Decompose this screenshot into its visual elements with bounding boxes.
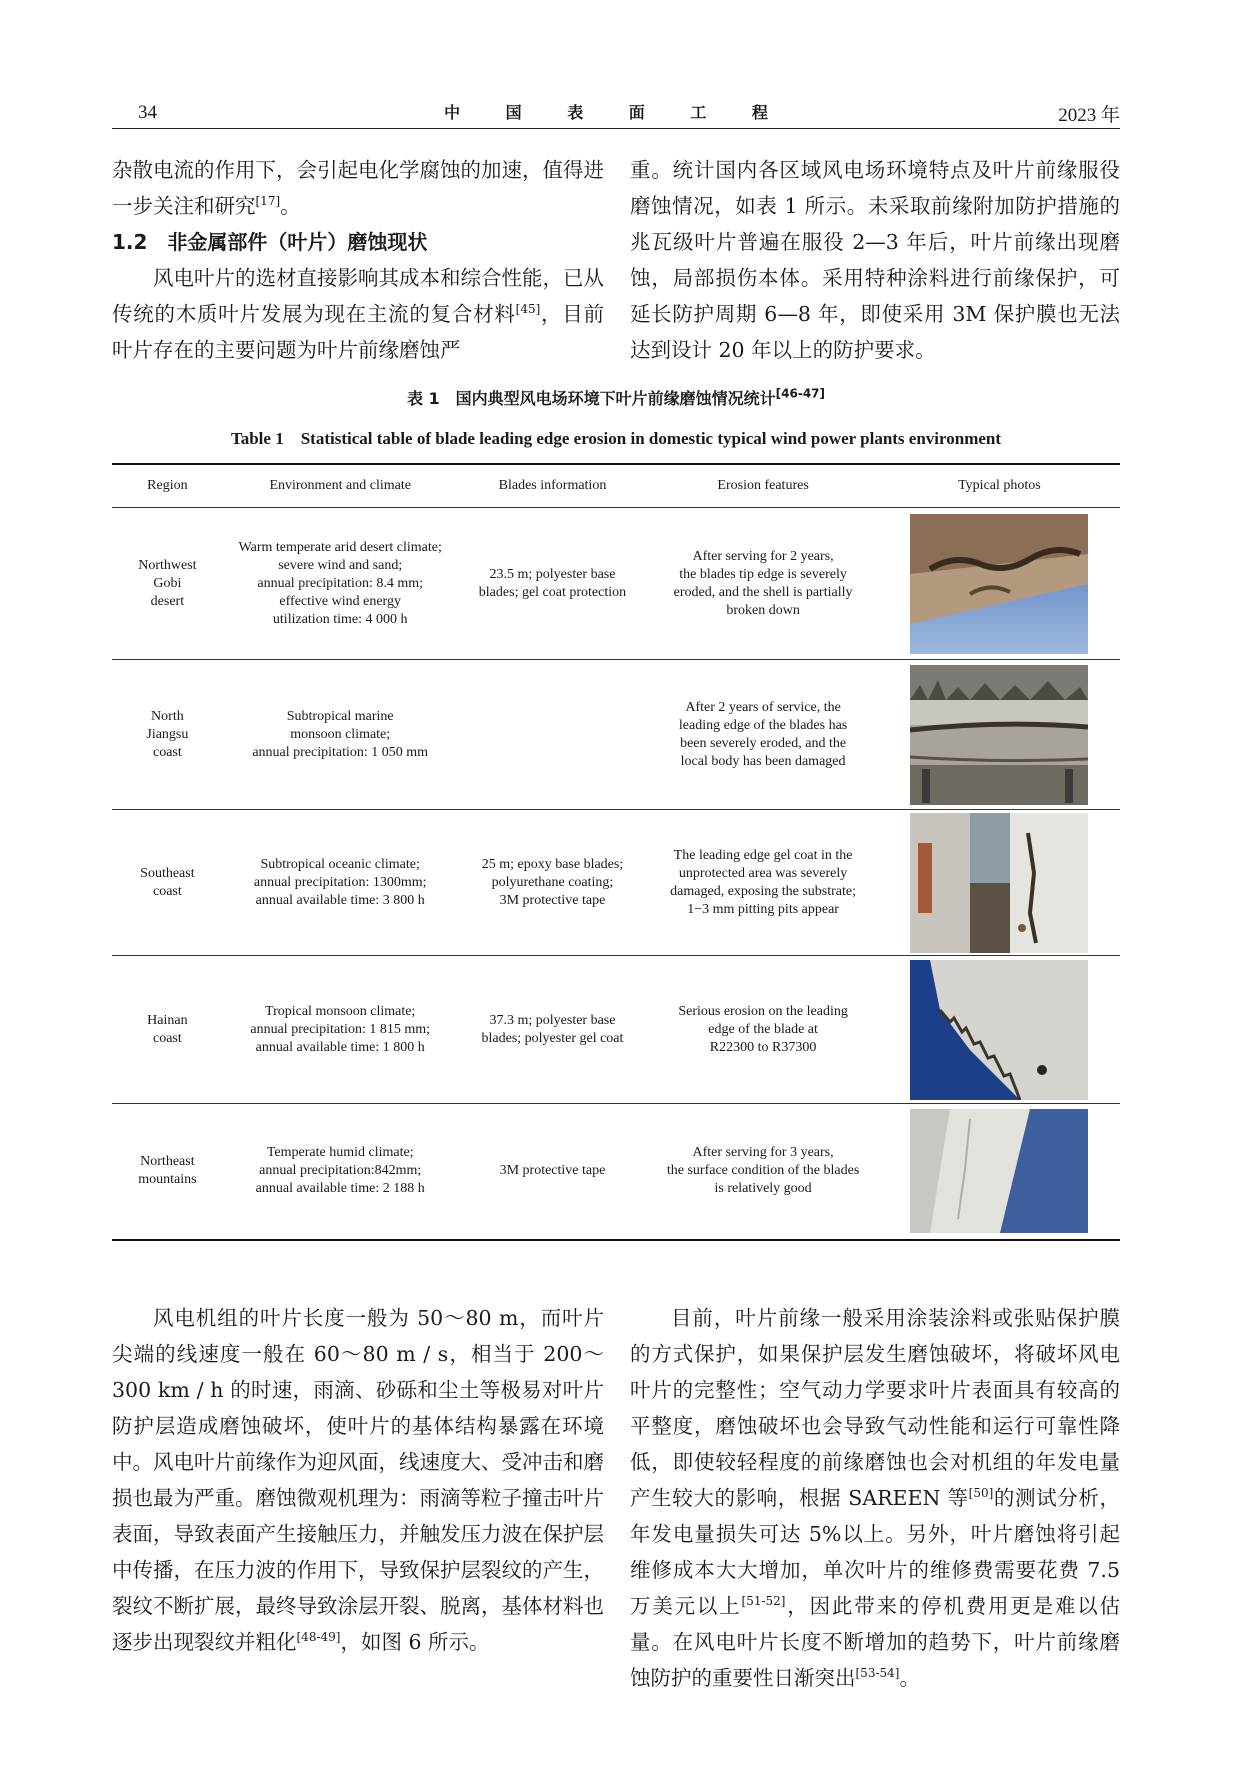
issue-year: 2023 年 [1058, 105, 1120, 126]
citation[interactable]: [45] [515, 302, 541, 317]
photo-cell [879, 508, 1120, 660]
blade-on-ground-photo [910, 665, 1088, 805]
page-number: 34 [138, 102, 157, 123]
environment-cell: Subtropical oceanic climate; annual precipitation: 1300mm; annual available time: 3 800 h [223, 810, 458, 956]
erosion-cell: Serious erosion on the leading edge of the blade at R22300 to R37300 [647, 956, 879, 1104]
table-row [112, 660, 1120, 810]
journal-title: 中 国 表 面 工 程 [444, 103, 788, 122]
paragraph: 风电叶片的选材直接影响其成本和综合性能，已从传统的木质叶片发展为现在主流的复合材料[45]，目前叶片存在的主要问题为叶片前缘磨蚀严 [112, 266, 605, 362]
erosion-cell: The leading edge gel coat in the unprotected area was severely damaged, exposing the substrate; 1−3 mm pitting pits appear [647, 810, 879, 956]
region-cell: Hainan coast [112, 956, 223, 1104]
photo-cell [879, 810, 1120, 956]
blades-cell [458, 660, 648, 810]
region-cell: North Jiangsu coast [112, 660, 223, 810]
top-left-column [112, 152, 604, 368]
bottom-left-column [112, 1300, 604, 1660]
region-cell: Northeast mountains [112, 1104, 223, 1240]
photo-cell [879, 660, 1120, 810]
table-caption-en: Table 1 Statistical table of blade leading edge erosion in domestic typical wind power plants environment [230, 429, 1002, 448]
blade-gel-coat-damage-photo [910, 813, 1088, 953]
blade-tip-erosion-photo [910, 514, 1088, 654]
photo-cell [879, 1104, 1120, 1240]
region-cell: Southeast coast [112, 810, 223, 956]
section-heading: 1.2 非金属部件（叶片）磨蚀现状 [112, 230, 428, 254]
header-environment: Environment and climate [223, 464, 458, 508]
top-right-column [630, 152, 1120, 368]
photo-cell [879, 956, 1120, 1104]
environment-cell: Tropical monsoon climate; annual precipitation: 1 815 mm; annual available time: 1 800 h [223, 956, 458, 1104]
blades-cell: 23.5 m; polyester base blades; gel coat protection [458, 508, 648, 660]
environment-cell: Warm temperate arid desert climate; severe wind and sand; annual precipitation: 8.4 mm; effective wind energy utilization time: 4 000 h [223, 508, 458, 660]
table-row [112, 956, 1120, 1104]
blades-cell: 25 m; epoxy base blades; polyurethane coating; 3M protective tape [458, 810, 648, 956]
paragraph: 目前，叶片前缘一般采用涂装涂料或张贴保护膜的方式保护，如果保护层发生磨蚀破坏，将破坏风电叶片的完整性；空气动力学要求叶片表面具有较高的平整度，磨蚀破坏也会导致气动性能和运行可靠性降低，即使较轻程度的前缘磨蚀也会对机组的年发电量产生较大的影响，根据 SAREEN 等[50]的测试分析，年发电量损失可达 5%以上。另外，叶片磨蚀将引起维修成本大大增加，单次叶片的维修费需要花费 7.5 万美元以上[51-52]，因此带来的停机费用更是难以估量。在风电叶片长度不断增加的趋势下，叶片前缘磨蚀防护的重要性日渐突出[53-54]。 [630, 1306, 1121, 1690]
citation[interactable]: [17] [255, 194, 281, 209]
blades-cell: 3M protective tape [458, 1104, 648, 1240]
bottom-right-column [630, 1300, 1120, 1696]
header-region: Region [112, 464, 223, 508]
blade-good-condition-photo [910, 1109, 1088, 1233]
table-row [112, 508, 1120, 660]
environment-cell: Temperate humid climate; annual precipitation:842mm; annual available time: 2 188 h [223, 1104, 458, 1240]
paragraph: 重。统计国内各区域风电场环境特点及叶片前缘服役磨蚀情况，如表 1 所示。未采取前缘附加防护措施的兆瓦级叶片普遍在服役 2—3 年后，叶片前缘出现磨蚀，局部损伤本体。采用特种涂料进行前缘保护，可延长防护周期 6—8 年，即使采用 3M 保护膜也无法达到设计 20 年以上的防护要求。 [630, 158, 1120, 362]
erosion-cell: After 2 years of service, the leading edge of the blades has been severely eroded, and the local body has been damaged [647, 660, 879, 810]
table-header-row [112, 464, 1120, 508]
table-caption-cn: 表 1 国内典型风电场环境下叶片前缘磨蚀情况统计[46-47] [406, 386, 826, 408]
blade-leading-edge-photo [910, 960, 1088, 1100]
table-row [112, 810, 1120, 956]
environment-cell: Subtropical marine monsoon climate; annual precipitation: 1 050 mm [223, 660, 458, 810]
running-header [112, 92, 1120, 129]
paragraph-continued: 杂散电流的作用下，会引起电化学腐蚀的加速，值得进一步关注和研究[17]。 [112, 158, 604, 218]
header-blades: Blades information [458, 464, 648, 508]
erosion-cell: After serving for 3 years, the surface condition of the blades is relatively good [647, 1104, 879, 1240]
region-cell: Northwest Gobi desert [112, 508, 223, 660]
citation[interactable]: [51-52] [741, 1594, 786, 1609]
erosion-table [112, 463, 1120, 1241]
header-photos: Typical photos [879, 464, 1120, 508]
table-row [112, 1104, 1120, 1240]
citation[interactable]: [48-49] [296, 1630, 341, 1645]
paragraph: 风电机组的叶片长度一般为 50～80 m，而叶片尖端的线速度一般在 60～80 m / s，相当于 200～300 km / h 的时速，雨滴、砂砾和尘土等极易对叶片防护层造成磨蚀破坏，使叶片的基体结构暴露在环境中。风电叶片前缘作为迎风面，线速度大、受冲击和磨损也最为严重。磨蚀微观机理为：雨滴等粒子撞击叶片表面，导致表面产生接触压力，并触发压力波在保护层中传播，在压力波的作用下，导致保护层裂纹的产生，裂纹不断扩展，最终导致涂层开裂、脱离，基体材料也逐步出现裂纹并粗化[48-49]，如图 6 所示。 [112, 1306, 604, 1654]
citation[interactable]: [53-54] [855, 1666, 900, 1681]
erosion-cell: After serving for 2 years, the blades tip edge is severely eroded, and the shell is partially broken down [647, 508, 879, 660]
header-erosion: Erosion features [647, 464, 879, 508]
citation[interactable]: [50] [968, 1486, 994, 1501]
blades-cell: 37.3 m; polyester base blades; polyester gel coat [458, 956, 648, 1104]
